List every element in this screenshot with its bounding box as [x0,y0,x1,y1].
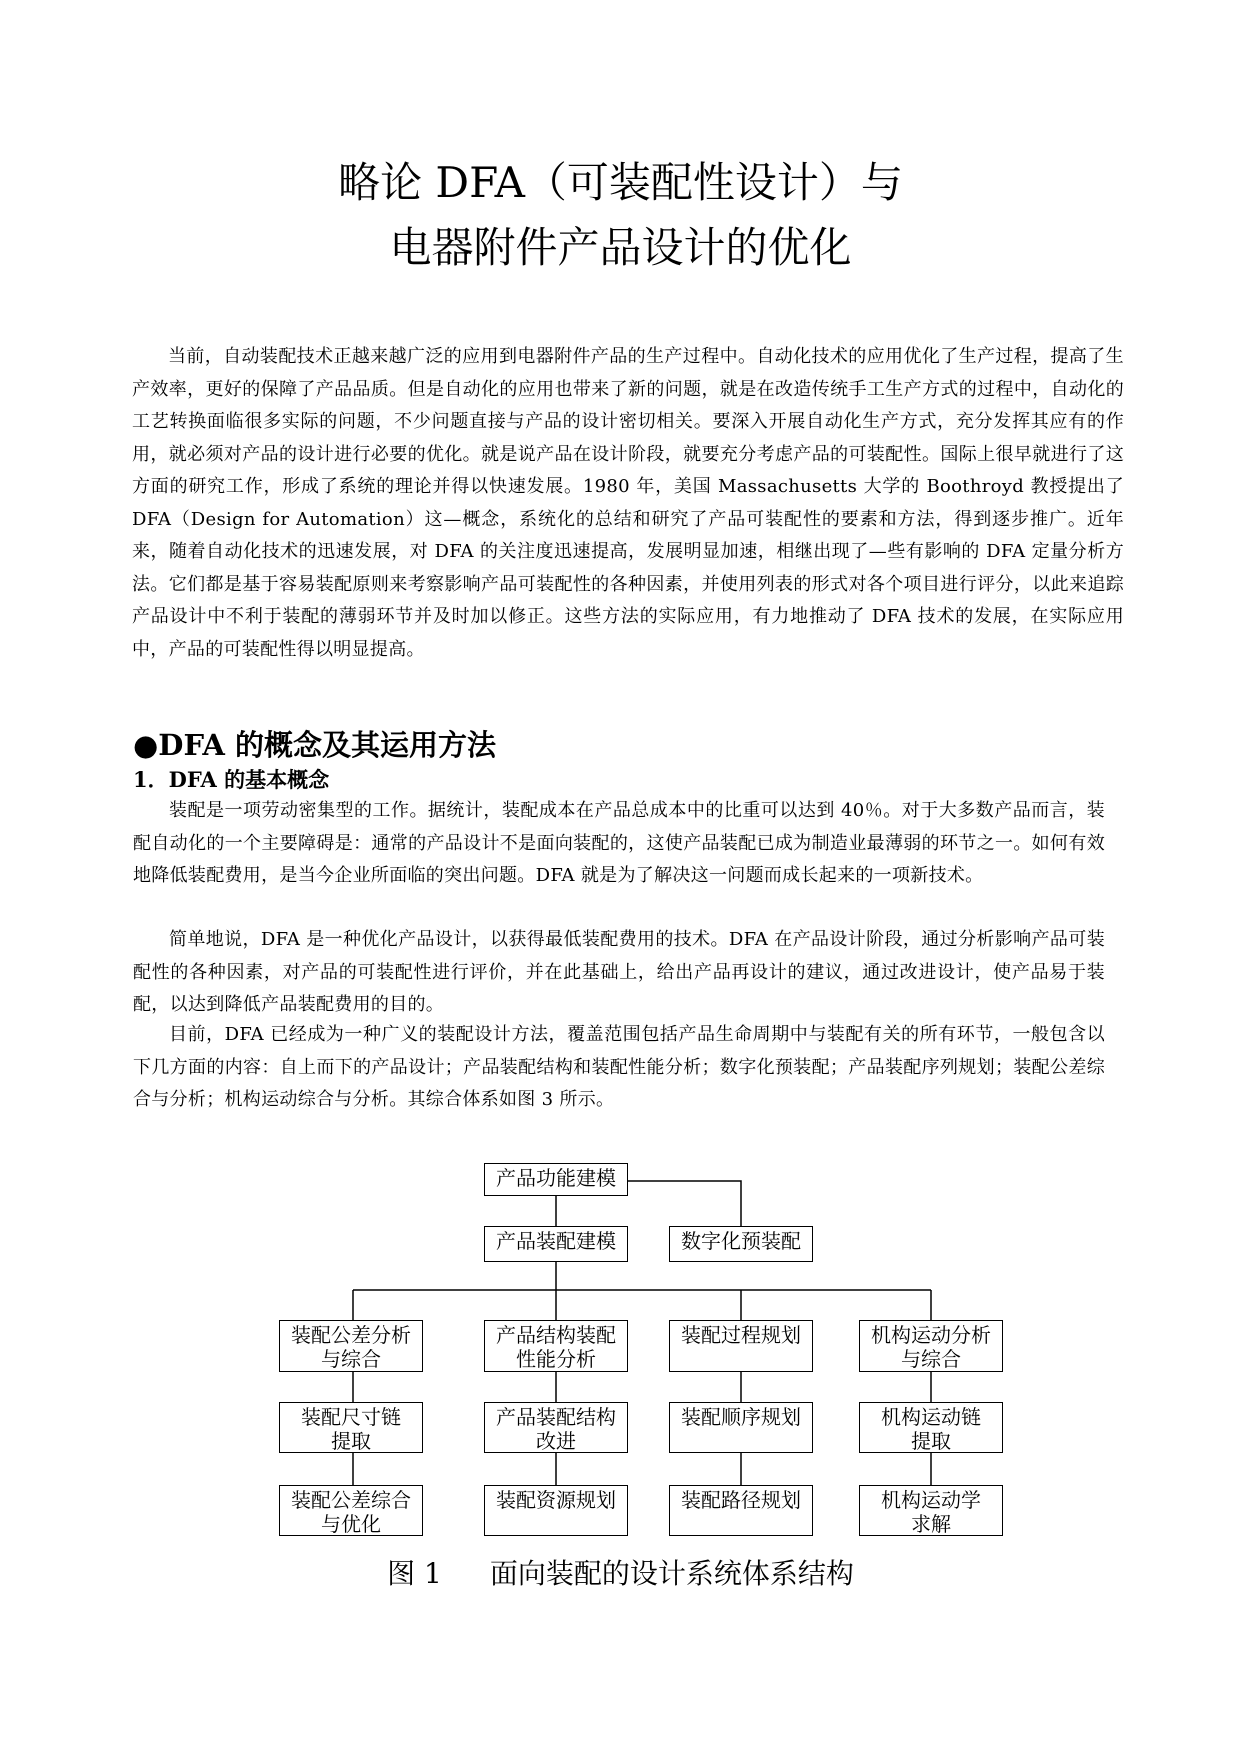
diagram-box-sequence-planning: 装配顺序规划 [669,1402,813,1453]
connector-top-to-digital [628,1181,741,1226]
diagram-box-tolerance-synthesis: 装配公差综合 与优化 [279,1485,423,1536]
diagram-box-structure-improvement: 产品装配结构 改进 [484,1402,628,1453]
figure-caption-text: 面向装配的设计系统体系结构 [489,1557,854,1590]
diagram-box-motion-chain: 机构运动链 提取 [859,1402,1003,1453]
diagram-box-motion-analysis: 机构运动分析 与综合 [859,1320,1003,1372]
diagram-box-product-assembly-modeling: 产品装配建模 [484,1226,628,1262]
diagram-box-kinematics-solving: 机构运动学 求解 [859,1485,1003,1536]
diagram-box-resource-planning: 装配资源规划 [484,1485,628,1536]
section-heading: ●DFA 的概念及其运用方法 [133,728,496,762]
subsection-heading: 1．DFA 的基本概念 [133,767,330,792]
document-title-line-2: 电器附件产品设计的优化 [389,223,852,272]
diagram-box-structure-performance: 产品结构装配 性能分析 [484,1320,628,1372]
diagram-box-tolerance-analysis: 装配公差分析 与综合 [279,1320,423,1372]
diagram-box-path-planning: 装配路径规划 [669,1485,813,1536]
document-title-line-1: 略论 DFA（可装配性设计）与 [338,158,903,207]
body-paragraph-3: 目前，DFA 已经成为一种广义的装配设计方法，覆盖范围包括产品生命周期中与装配有关的所有环节，一般包含以下几方面的内容：自上而下的产品设计；产品装配结构和装配性能分析；数字化预装配；产品装配序列规划；装配公差综合与分析；机构运动综合与分析。其综合体系如图 3 所示。 [133,1024,1105,1110]
body-paragraph-1: 装配是一项劳动密集型的工作。据统计，装配成本在产品总成本中的比重可以达到 40％。对于大多数产品而言，装配自动化的一个主要障碍是：通常的产品设计不是面向装配的，这使产品装配已成为制造业最薄弱的环节之一。如何有效地降低装配费用，是当今企业所面临的突出问题。DFA 就是为了解决这一问题而成长起来的一项新技术。 [133,800,1105,886]
diagram-box-product-function-modeling: 产品功能建模 [484,1163,628,1196]
body-paragraph-2: 简单地说，DFA 是一种优化产品设计，以获得最低装配费用的技术。DFA 在产品设计阶段，通过分析影响产品可装配性的各种因素，对产品的可装配性进行评价，并在此基础上，给出产品再设计的建议，通过改进设计，使产品易于装配，以达到降低产品装配费用的目的。 [133,929,1105,1015]
diagram-box-digital-preassembly: 数字化预装配 [669,1226,813,1262]
figure-number: 图 1 [387,1557,442,1590]
intro-paragraph: 当前，自动装配技术正越来越广泛的应用到电器附件产品的生产过程中。自动化技术的应用优化了生产过程，提高了生产效率，更好的保障了产品品质。但是自动化的应用也带来了新的问题，就是在改造传统手工生产方式的过程中，自动化的工艺转换面临很多实际的问题，不少问题直接与产品的设计密切相关。要深入开展自动化生产方式，充分发挥其应有的作用，就必须对产品的设计进行必要的优化。就是说产品在设计阶段，就要充分考虑产品的可装配性。国际上很早就进行了这方面的研究工作，形成了系统的理论并得以快速发展。1980 年，美国 Massachusetts 大学的 Boothroyd 教授提出了 DFA（Design for Automation）这—概念，系统化的总结和研究了产品可装配性的要素和方法，得到逐步推广。近年来，随着自动化技术的迅速发展，对 DFA 的关注度迅速提高，发展明显加速，相继出现了—些有影响的 DFA 定量分析方法。它们都是基于容易装配原则来考察影响产品可装配性的各种因素，并使用列表的形式对各个项目进行评分，以此来追踪产品设计中不利于装配的薄弱环节并及时加以修正。这些方法的实际应用，有力地推动了 DFA 技术的发展，在实际应用中，产品的可装配性得以明显提高。 [132,346,1124,660]
diagram-box-dimension-chain: 装配尺寸链 提取 [279,1402,423,1453]
diagram-box-process-planning: 装配过程规划 [669,1320,813,1372]
figure-caption [0,1554,1241,1594]
